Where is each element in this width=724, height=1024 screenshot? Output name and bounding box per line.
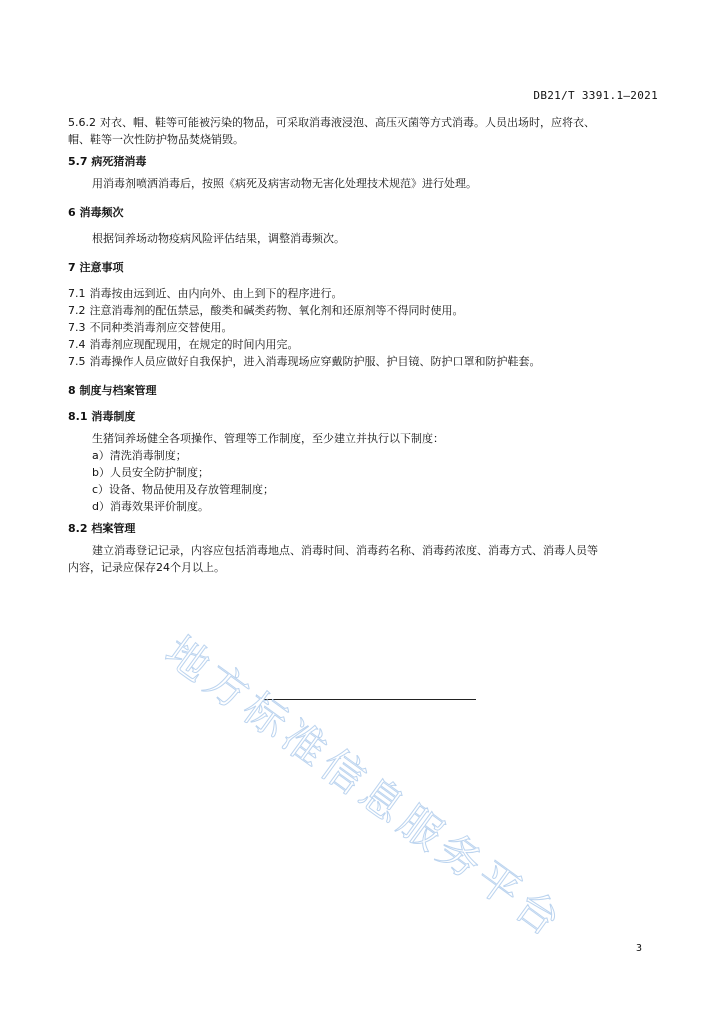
- clause-text: 注意消毒剂的配伍禁忌，酸类和碱类药物、氧化剂和还原剂等不得同时使用。: [89, 304, 464, 317]
- clause-text: 不同种类消毒剂应交替使用。: [89, 321, 233, 334]
- regulation-list: [68, 447, 660, 515]
- list-item: d）消毒效果评价制度。: [92, 500, 209, 513]
- clause-number: 7.1: [68, 287, 86, 300]
- clause-7-5: [68, 353, 660, 370]
- heading-5-7: 5.7 病死猪消毒: [68, 155, 147, 168]
- clause-text: 消毒按由远到近、由内向外、由上到下的程序进行。: [89, 287, 343, 300]
- clause-number: 7.5: [68, 355, 86, 368]
- watermark-text: 地方标准信息服务平台: [156, 626, 574, 949]
- list-item: b）人员安全防护制度；: [92, 466, 209, 479]
- text-8-2-line1: 建立消毒登记记录，内容应包括消毒地点、消毒时间、消毒药名称、消毒药浓度、消毒方式、消毒人员等: [92, 544, 598, 557]
- page-number: 3: [635, 943, 642, 954]
- clause-5-6-2: [68, 114, 660, 131]
- clause-number: 5.6.2: [68, 116, 96, 129]
- document-body: [68, 114, 660, 576]
- clause-list-7: [68, 285, 660, 370]
- text-6: 根据饲养场动物疫病风险评估结果，调整消毒频次。: [92, 232, 345, 245]
- clause-number: 7.4: [68, 338, 86, 351]
- text-5-7: 用消毒剂喷洒消毒后，按照《病死及病害动物无害化处理技术规范》进行处理。: [92, 177, 477, 190]
- clause-text: 对衣、帽、鞋等可能被污染的物品，可采取消毒液浸泡、高压灭菌等方式消毒。人员出场时，应将衣、: [100, 116, 595, 129]
- heading-7: 7 注意事项: [68, 261, 124, 274]
- clause-7-4: [68, 336, 660, 353]
- end-of-document-rule: [264, 699, 476, 700]
- text-8-1-intro: 生猪饲养场健全各项操作、管理等工作制度，至少建立并执行以下制度：: [92, 432, 444, 445]
- list-item: c）设备、物品使用及存放管理制度；: [92, 483, 275, 496]
- heading-6: 6 消毒频次: [68, 206, 124, 219]
- clause-number: 7.2: [68, 304, 86, 317]
- clause-7-2: [68, 302, 660, 319]
- standard-number: DB21/T 3391.1—2021: [533, 89, 658, 102]
- clause-7-3: [68, 319, 660, 336]
- list-item: a）清洗消毒制度；: [92, 449, 187, 462]
- clause-text: 消毒剂应现配现用，在规定的时间内用完。: [89, 338, 299, 351]
- heading-8-1: 8.1 消毒制度: [68, 410, 136, 423]
- text-8-2-line2: 内容，记录应保存24个月以上。: [68, 561, 225, 574]
- heading-8: 8 制度与档案管理: [68, 384, 157, 397]
- clause-7-1: [68, 285, 660, 302]
- heading-8-2: 8.2 档案管理: [68, 522, 136, 535]
- clause-5-6-2-continued: 帽、鞋等一次性防护物品焚烧销毁。: [68, 133, 244, 146]
- clause-number: 7.3: [68, 321, 86, 334]
- clause-text: 消毒操作人员应做好自我保护，进入消毒现场应穿戴防护服、护目镜、防护口罩和防护鞋套。: [89, 355, 541, 368]
